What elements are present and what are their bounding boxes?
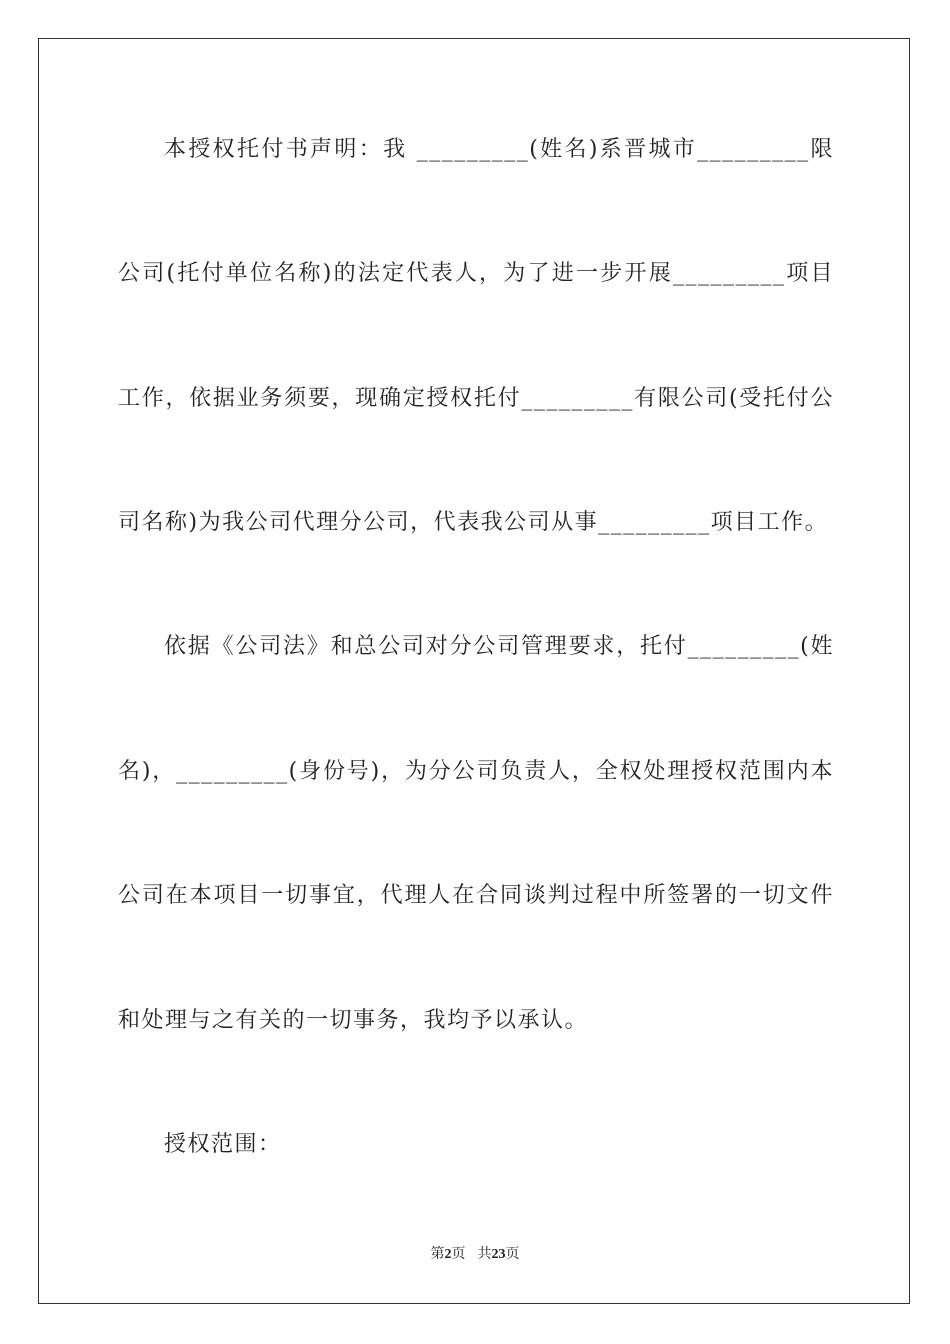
- footer-page-number: 2: [444, 1247, 452, 1262]
- section-heading-scope: 授权范围：: [164, 1132, 282, 1157]
- paragraph-1-line-1: 本授权托付书声明：我 _________(姓名)系晋城市_________限: [164, 137, 834, 162]
- paragraph-1-line-4: 司名称)为我公司代理分公司，代表我公司从事_________项目工作。: [118, 510, 829, 535]
- paragraph-2-line-1: 依据《公司法》和总公司对分公司管理要求，托付_________(姓: [164, 634, 834, 659]
- paragraph-1-line-2: 公司(托付单位名称)的法定代表人，为了进一步开展_________项目: [118, 261, 834, 286]
- page-footer: [0, 1246, 950, 1264]
- paragraph-1-line-3: 工作，依据业务须要，现确定授权托付_________有限公司(受托付公: [118, 386, 834, 411]
- paragraph-2-line-3: 公司在本项目一切事宜，代理人在合同谈判过程中所签署的一切文件: [118, 883, 834, 908]
- footer-total-prefix: 共: [477, 1247, 492, 1262]
- footer-page-suffix: 页: [451, 1247, 466, 1262]
- footer-page-prefix: 第: [430, 1247, 445, 1262]
- footer-total-suffix: 页: [505, 1247, 520, 1262]
- paragraph-2-line-2: 名)，_________(身份号)，为分公司负责人，全权处理授权范围内本: [118, 759, 834, 784]
- page-frame: [38, 38, 910, 1304]
- footer-total-number: 23: [491, 1247, 506, 1262]
- paragraph-2-line-4: 和处理与之有关的一切事务，我均予以承认。: [118, 1008, 589, 1033]
